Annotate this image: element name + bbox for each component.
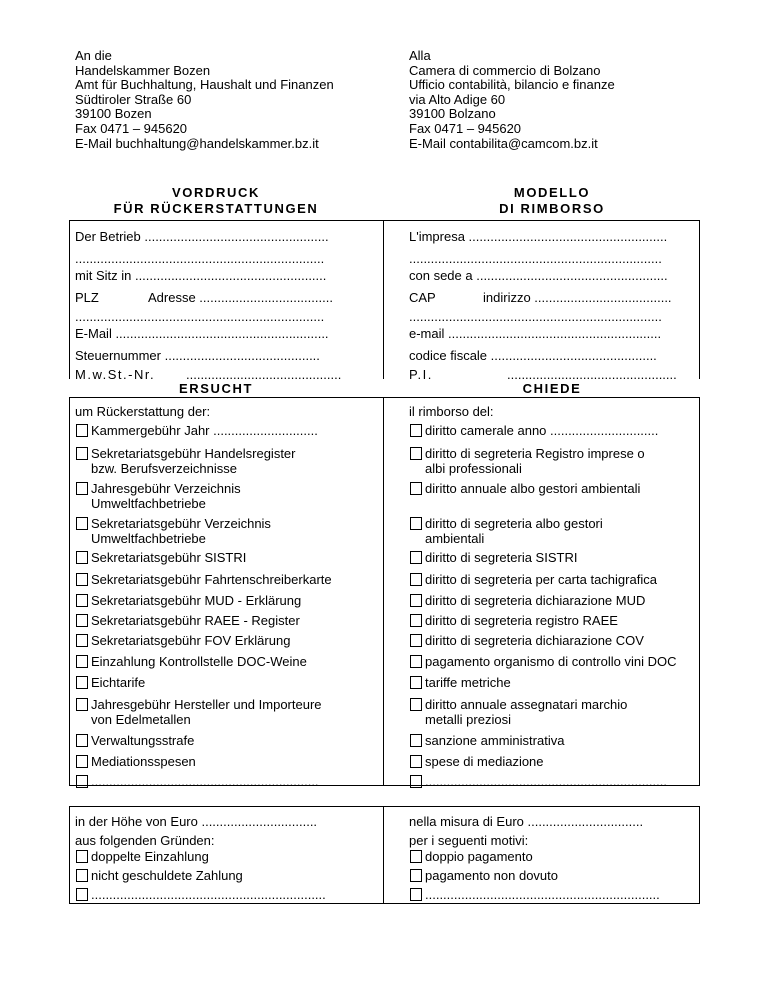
option-label-line: albi professionali [425,460,522,476]
option-label-line: diritto di segreteria albo gestori [425,516,603,531]
address-line: Ufficio contabilità, bilancio e finanze [409,77,615,93]
option-label-line: Sekretariatsgebühr Handelsregister [91,446,296,461]
divider [383,220,384,379]
option-label [91,573,332,588]
vat-field-de[interactable]: ........................................... [186,367,342,382]
option-label-line: bzw. Berufsverzeichnisse [91,460,237,476]
reasons-label-de: aus folgenden Gründen: [75,833,215,848]
option-label [91,447,296,476]
checkbox[interactable] [76,755,88,768]
option-label [91,551,246,566]
tax-number-field[interactable]: Steuernummer ........................................... [75,348,320,363]
option-label [91,424,318,439]
amount-field-de[interactable]: in der Höhe von Euro ................................ [75,814,318,829]
checkbox[interactable] [410,888,422,901]
address-line: Amt für Buchhaltung, Haushalt und Finanzen [75,77,334,93]
option-label: nicht geschuldete Zahlung [91,868,243,883]
option-label-line: diritto camerale anno .............................. [425,423,659,438]
reason-option [76,850,209,865]
address-line: An die [75,48,112,63]
checkbox[interactable] [76,594,88,607]
address-line: Handelskammer Bozen [75,62,211,78]
address-line: E-Mail contabilita@camcom.bz.it [409,135,598,151]
option-label-line: von Edelmetallen [91,711,191,727]
refund-intro-it: il rimborso del: [409,404,494,419]
option-label: pagamento non dovuto [425,868,558,883]
checkbox[interactable] [410,551,422,564]
vat-field-it[interactable]: ............................................... [507,367,677,382]
option-label [425,655,676,670]
checkbox[interactable] [410,594,422,607]
option-label [425,551,577,566]
plz-label: PLZ [75,290,99,305]
refund-option [76,755,196,770]
option-label-line: ambientali [425,530,485,546]
checkbox[interactable] [76,775,88,788]
form-title-it [409,185,695,217]
checkbox[interactable] [76,698,88,711]
checkbox[interactable] [76,734,88,747]
checkbox[interactable] [410,424,422,437]
option-label-line: Sekretariatsgebühr Fahrtenschreiberkarte [91,572,332,587]
option-label [425,698,627,727]
refund-option [76,594,301,609]
title-line: DI RIMBORSO [499,201,605,216]
option-label [91,755,196,770]
refund-option [76,482,241,511]
recipient-address-de [75,49,334,151]
option-label [91,482,241,511]
option-label: doppelte Einzahlung [91,849,209,864]
reason-option [76,869,243,884]
option-label-line: Sekretariatsgebühr FOV Erklärung [91,633,291,648]
option-label: doppio pagamento [425,849,533,864]
option-label [425,634,644,649]
company-name-field-de[interactable]: Der Betrieb ................................................... [75,229,329,244]
reason-option [410,888,660,903]
option-label-line: diritto di segreteria registro RAEE [425,613,618,628]
refund-option [410,424,658,439]
option-label [91,634,290,649]
address-line: Südtiroler Straße 60 [75,91,192,107]
divider [383,806,384,904]
option-label-line: Kammergebühr Jahr ............................. [91,423,318,438]
option-label [91,698,322,727]
address-line: E-Mail buchhaltung@handelskammer.bz.it [75,135,319,151]
option-label-line: diritto di segreteria per carta tachigrafica [425,572,657,587]
checkbox[interactable] [410,517,422,530]
option-label [425,676,511,691]
option-label-line: diritto annuale albo gestori ambientali [425,481,641,496]
checkbox[interactable] [76,888,88,901]
option-label-line: Verwaltungsstrafe [91,733,195,748]
address-line: 39100 Bolzano [409,106,496,122]
checkbox[interactable] [76,447,88,460]
cap-label: CAP [409,290,436,305]
address-field-de[interactable]: Adresse ..................................... [148,290,333,305]
address-line: Fax 0471 – 945620 [75,120,188,136]
option-label-line: tariffe metriche [425,675,511,690]
refund-option [76,634,290,649]
checkbox[interactable] [410,655,422,668]
checkbox[interactable] [410,775,422,788]
checkbox[interactable] [76,850,88,863]
refund-option [410,482,640,497]
checkbox[interactable] [76,517,88,530]
refund-option [410,634,644,649]
refund-option [410,551,577,566]
option-label-line: Sekretariatsgebühr SISTRI [91,550,247,565]
address-field-it[interactable]: indirizzo ...................................... [483,290,672,305]
refund-option [76,551,246,566]
refund-option [76,573,332,588]
option-label [91,775,319,790]
title-line: FÜR RÜCKERSTATTUNGEN [113,201,319,216]
checkbox[interactable] [76,655,88,668]
checkbox[interactable] [410,482,422,495]
option-label-line: diritto di segreteria SISTRI [425,550,578,565]
company-name-cont-de[interactable]: ..................................................................... [75,251,325,266]
address-line: 39100 Bozen [75,106,152,122]
option-label [425,594,645,609]
address-line: Alla [409,48,431,63]
refund-option [76,424,318,439]
reason-option [410,850,533,865]
address-line: via Alto Adige 60 [409,91,506,107]
reason-option [76,888,326,903]
refund-option [410,698,627,727]
refund-option [410,775,667,790]
refund-option [410,573,657,588]
recipient-address-it [409,49,615,151]
option-label-line: diritto annuale assegnatari marchio [425,697,628,712]
vat-label-it: P.I. [409,367,433,382]
checkbox[interactable] [410,850,422,863]
option-label [425,734,564,749]
option-label-line: Mediationsspesen [91,754,196,769]
address-cont-de[interactable]: ..................................................................... [75,309,325,324]
checkbox[interactable] [76,869,88,882]
checkbox[interactable] [410,676,422,689]
section-header-de: ERSUCHT [178,381,254,396]
refund-option [76,614,300,629]
option-label [425,614,618,629]
fiscal-code-field[interactable]: codice fiscale .............................................. [409,348,657,363]
option-label [91,734,194,749]
checkbox[interactable] [410,698,422,711]
divider [383,397,384,786]
option-label-line: ................................................................... [425,774,667,789]
option-label-line: Sekretariatsgebühr MUD - Erklärung [91,593,302,608]
option-label-line: Einzahlung Kontrollstelle DOC-Weine [91,654,307,669]
refund-option [410,655,676,670]
checkbox[interactable] [76,482,88,495]
address-line: Fax 0471 – 945620 [409,120,522,136]
refund-option [410,517,603,546]
checkbox[interactable] [410,614,422,627]
option-label-line: Sekretariatsgebühr Verzeichnis [91,516,271,531]
refund-option [410,676,511,691]
refund-option [76,517,271,546]
option-label [91,655,307,670]
option-label [425,482,640,497]
option-label-line: ............................................................... [91,774,319,789]
email-field-it[interactable]: e-mail ........................................................... [409,326,662,341]
refund-option [76,676,145,691]
refund-option [410,614,618,629]
checkbox[interactable] [76,551,88,564]
refund-option [76,655,307,670]
seat-field-it[interactable]: con sede a ..................................................... [409,268,668,283]
option-label-line: Eichtarife [91,675,146,690]
option-label-line: pagamento organismo di controllo vini DOC [425,654,677,669]
option-label-line: Jahresgebühr Verzeichnis [91,481,241,496]
email-field-de[interactable]: E-Mail ........................................................... [75,326,329,341]
refund-option [410,447,645,476]
reason-option [410,869,558,884]
option-label-line: Umweltfachbetriebe [91,530,206,546]
vat-label-de: M.w.St.-Nr. [75,367,156,382]
refund-option [410,594,645,609]
checkbox[interactable] [76,573,88,586]
checkbox[interactable] [410,573,422,586]
company-name-cont-it[interactable]: ...................................................................... [409,251,662,266]
refund-option [76,447,296,476]
refund-intro-de: um Rückerstattung der: [75,404,211,419]
address-line: Camera di commercio di Bolzano [409,62,601,78]
option-label-line: diritto di segreteria dichiarazione MUD [425,593,646,608]
checkbox[interactable] [76,676,88,689]
option-label [425,517,603,546]
form-title-de [75,185,357,217]
reasons-label-it: per i seguenti motivi: [409,833,529,848]
option-label [425,447,645,476]
option-label-line: spese di mediazione [425,754,544,769]
checkbox[interactable] [410,734,422,747]
refund-option [76,775,319,790]
option-label [425,573,657,588]
option-label [91,517,271,546]
refund-option [76,698,322,727]
option-label: ................................................................. [425,887,660,902]
option-label-line: diritto di segreteria Registro imprese o [425,446,645,461]
refund-option [410,755,544,770]
option-label [425,424,658,439]
option-label-line: metalli preziosi [425,711,511,727]
option-label [425,775,667,790]
option-label [91,676,145,691]
option-label [425,755,544,770]
option-label [91,594,301,609]
checkbox[interactable] [410,755,422,768]
option-label-line: sanzione amministrativa [425,733,565,748]
option-label-line: diritto di segreteria dichiarazione COV [425,633,644,648]
checkbox[interactable] [410,869,422,882]
title-line: VORDRUCK [172,185,260,200]
option-label-line: Umweltfachbetriebe [91,495,206,511]
checkbox[interactable] [76,634,88,647]
option-label: ................................................................. [91,887,326,902]
checkbox[interactable] [410,447,422,460]
option-label-line: Sekretariatsgebühr RAEE - Register [91,613,300,628]
address-cont-it[interactable]: ...................................................................... [409,309,662,324]
company-name-field-it[interactable]: L'impresa ....................................................... [409,229,668,244]
title-line: MODELLO [513,185,591,200]
refund-option [76,734,194,749]
seat-field-de[interactable]: mit Sitz in ..................................................... [75,268,327,283]
option-label-line: Jahresgebühr Hersteller und Importeure [91,697,322,712]
checkbox[interactable] [76,614,88,627]
amount-field-it[interactable]: nella misura di Euro ................................ [409,814,644,829]
checkbox[interactable] [76,424,88,437]
section-header-it: CHIEDE [522,381,582,396]
option-label [91,614,300,629]
checkbox[interactable] [410,634,422,647]
refund-option [410,734,564,749]
